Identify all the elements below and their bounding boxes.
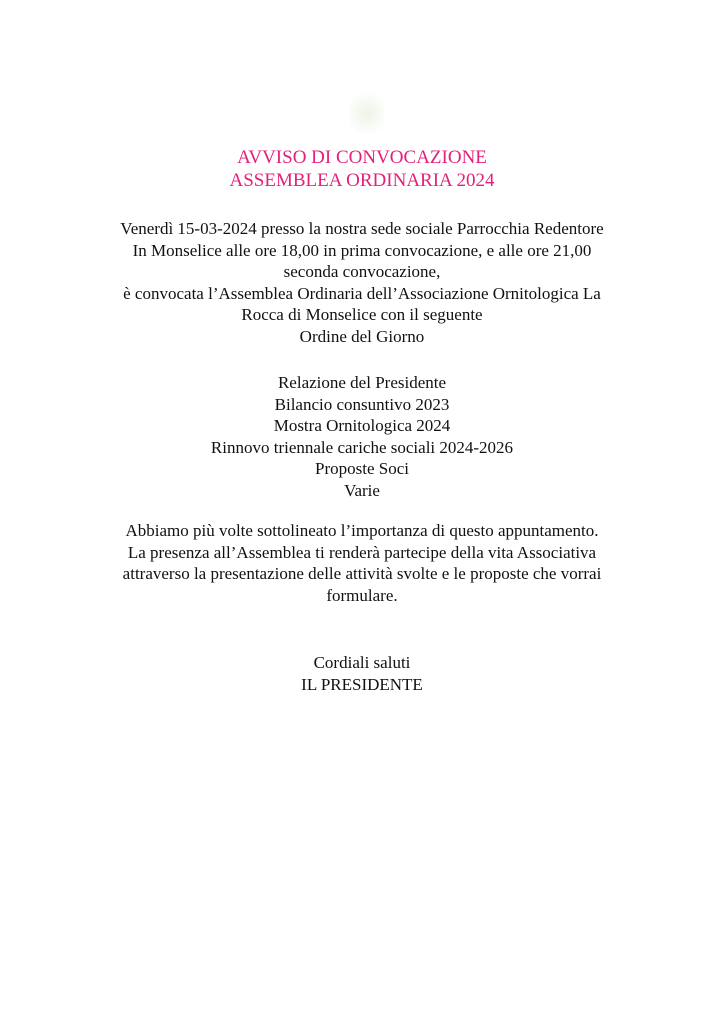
title-line-1: AVVISO DI CONVOCAZIONE [237,147,487,168]
notice-title [0,146,724,192]
agenda-heading: Ordine del Giorno [299,326,425,346]
intro-line: In Monselice alle ore 18,00 in prima convocazione, e alle ore 21,00 [132,240,592,260]
closing-line: attraverso la presentazione delle attività svolte e le proposte che vorrai [122,564,602,583]
agenda-item: Mostra Ornitologica 2024 [273,416,451,435]
intro-line: Rocca di Monselice con il seguente [241,305,483,324]
intro-line: Venerdì 15-03-2024 presso la nostra sede sociale Parrocchia Redentore [120,219,604,238]
agenda-item: Relazione del Presidente [277,373,447,392]
closing-line: La presenza all’Assemblea ti renderà partecipe della vita Associativa [127,542,597,562]
closing-paragraph [60,520,664,606]
title-line-2: ASSEMBLEA ORDINARIA 2024 [229,170,495,191]
signer: IL PRESIDENTE [301,675,423,694]
intro-line: seconda convocazione, [283,262,441,281]
faded-logo-watermark [350,92,384,140]
closing-line: formulare. [326,585,398,605]
agenda-item: Bilancio consuntivo 2023 [274,394,450,414]
intro-line: è convocata l’Assemblea Ordinaria dell’Associazione Ornitologica La [123,283,601,303]
agenda-list [60,372,664,501]
signature-block [60,652,664,696]
intro-paragraph [60,218,664,347]
closing-line: Abbiamo più volte sottolineato l’importanza di questo appuntamento. [125,521,599,540]
agenda-item: Proposte Soci [315,459,409,478]
agenda-item: Varie [344,480,380,500]
agenda-item: Rinnovo triennale cariche sociali 2024-2026 [210,437,514,457]
greeting: Cordiali saluti [313,653,411,672]
